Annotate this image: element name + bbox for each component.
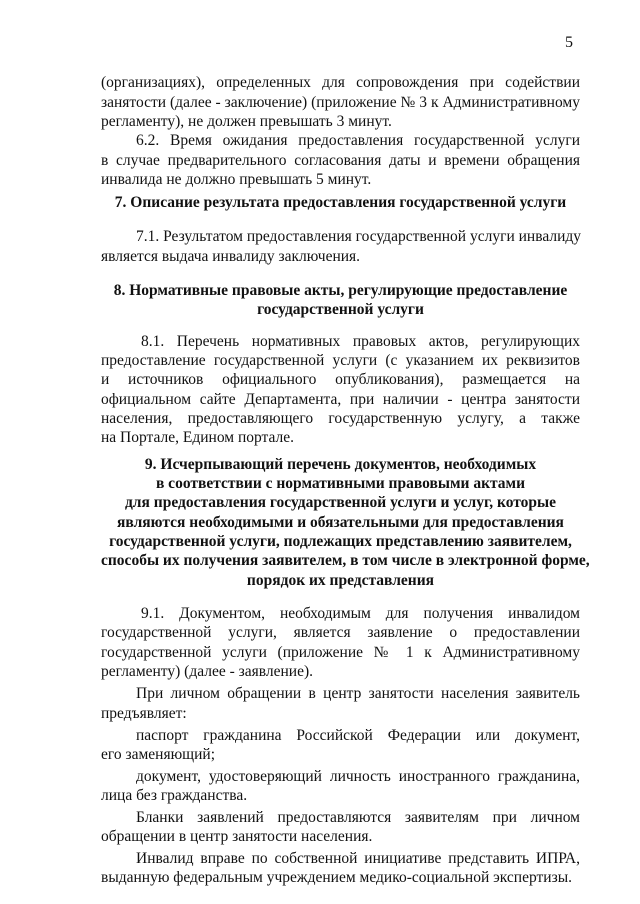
text-line: государственной услуги, является заявление о предоставлении: [101, 624, 580, 641]
page-number: 5: [565, 34, 573, 51]
text-line: Бланки заявлений предоставляются заявителям при личном: [136, 809, 580, 826]
text-line: занятости (далее - заключение) (приложение № 3 к Административному: [101, 94, 580, 111]
text-line: 6.2. Время ожидания предоставления государственной услуги: [136, 132, 580, 149]
section-heading-7: 7. Описание результата предоставления государственной услуги: [114, 194, 567, 211]
text-line: паспорт гражданина Российской Федерации или документ,: [136, 727, 580, 744]
section-heading-8: 8. Нормативные правовые акты, регулирующие предоставление: [113, 282, 568, 299]
text-line: (организациях), определенных для сопровождения при содействии: [101, 74, 580, 91]
section-heading-9: порядок их представления: [246, 572, 435, 589]
text-line: регламенту), не должен превышать 3 минут.: [101, 113, 392, 130]
section-heading-9: являются необходимыми и обязательными для предоставления: [117, 514, 564, 531]
text-line: 8.1. Перечень нормативных правовых актов, регулирующих: [141, 333, 580, 350]
section-heading-9: в соответствии с нормативными правовыми актами: [155, 475, 526, 492]
text-line: предоставление государственной услуги (с указанием их реквизитов: [101, 352, 580, 369]
section-heading-8: государственной услуги: [257, 301, 424, 318]
text-line: регламенту) (далее - заявление).: [101, 663, 313, 680]
text-line: документ, удостоверяющий личность иностранного гражданина,: [136, 768, 580, 785]
text-line: является выдача инвалиду заключения.: [101, 248, 361, 265]
text-line: инвалида не должно превышать 5 минут.: [101, 171, 372, 188]
text-line: Инвалид вправе по собственной инициативе представить ИПРА,: [136, 850, 580, 867]
section-heading-9: государственной услуги, подлежащих представлению заявителем,: [109, 533, 572, 550]
text-line: населения, предоставляющего государственную услугу, а также: [101, 410, 580, 427]
section-heading-9: для предоставления государственной услуги и услуг, которые: [124, 494, 557, 511]
text-line: предъявляет:: [101, 705, 187, 722]
text-line: При личном обращении в центр занятости населения заявитель: [136, 685, 580, 702]
text-line: его заменяющий;: [101, 746, 216, 763]
text-line: 7.1. Результатом предоставления государственной услуги инвалиду: [136, 228, 581, 245]
text-line: выданную федеральным учреждением медико-социальной экспертизы.: [101, 869, 572, 886]
text-line: обращении в центр занятости населения.: [101, 828, 373, 845]
text-line: 9.1. Документом, необходимым для получения инвалидом: [141, 605, 580, 622]
section-heading-9: способы их получения заявителем, в том числе в электронной форме,: [101, 552, 590, 569]
text-line: лица без гражданства.: [101, 787, 248, 804]
text-line: официальном сайте Департамента, при наличии - центра занятости: [101, 391, 580, 408]
text-line: в случае предварительного согласования даты и времени обращения: [101, 152, 580, 169]
text-line: и источников официального опубликования), размещается на: [101, 371, 580, 388]
text-line: государственной услуги (приложение № 1 к Административному: [101, 644, 580, 661]
section-heading-9: 9. Исчерпывающий перечень документов, необходимых: [144, 456, 537, 473]
text-line: на Портале, Едином портале.: [101, 429, 295, 446]
